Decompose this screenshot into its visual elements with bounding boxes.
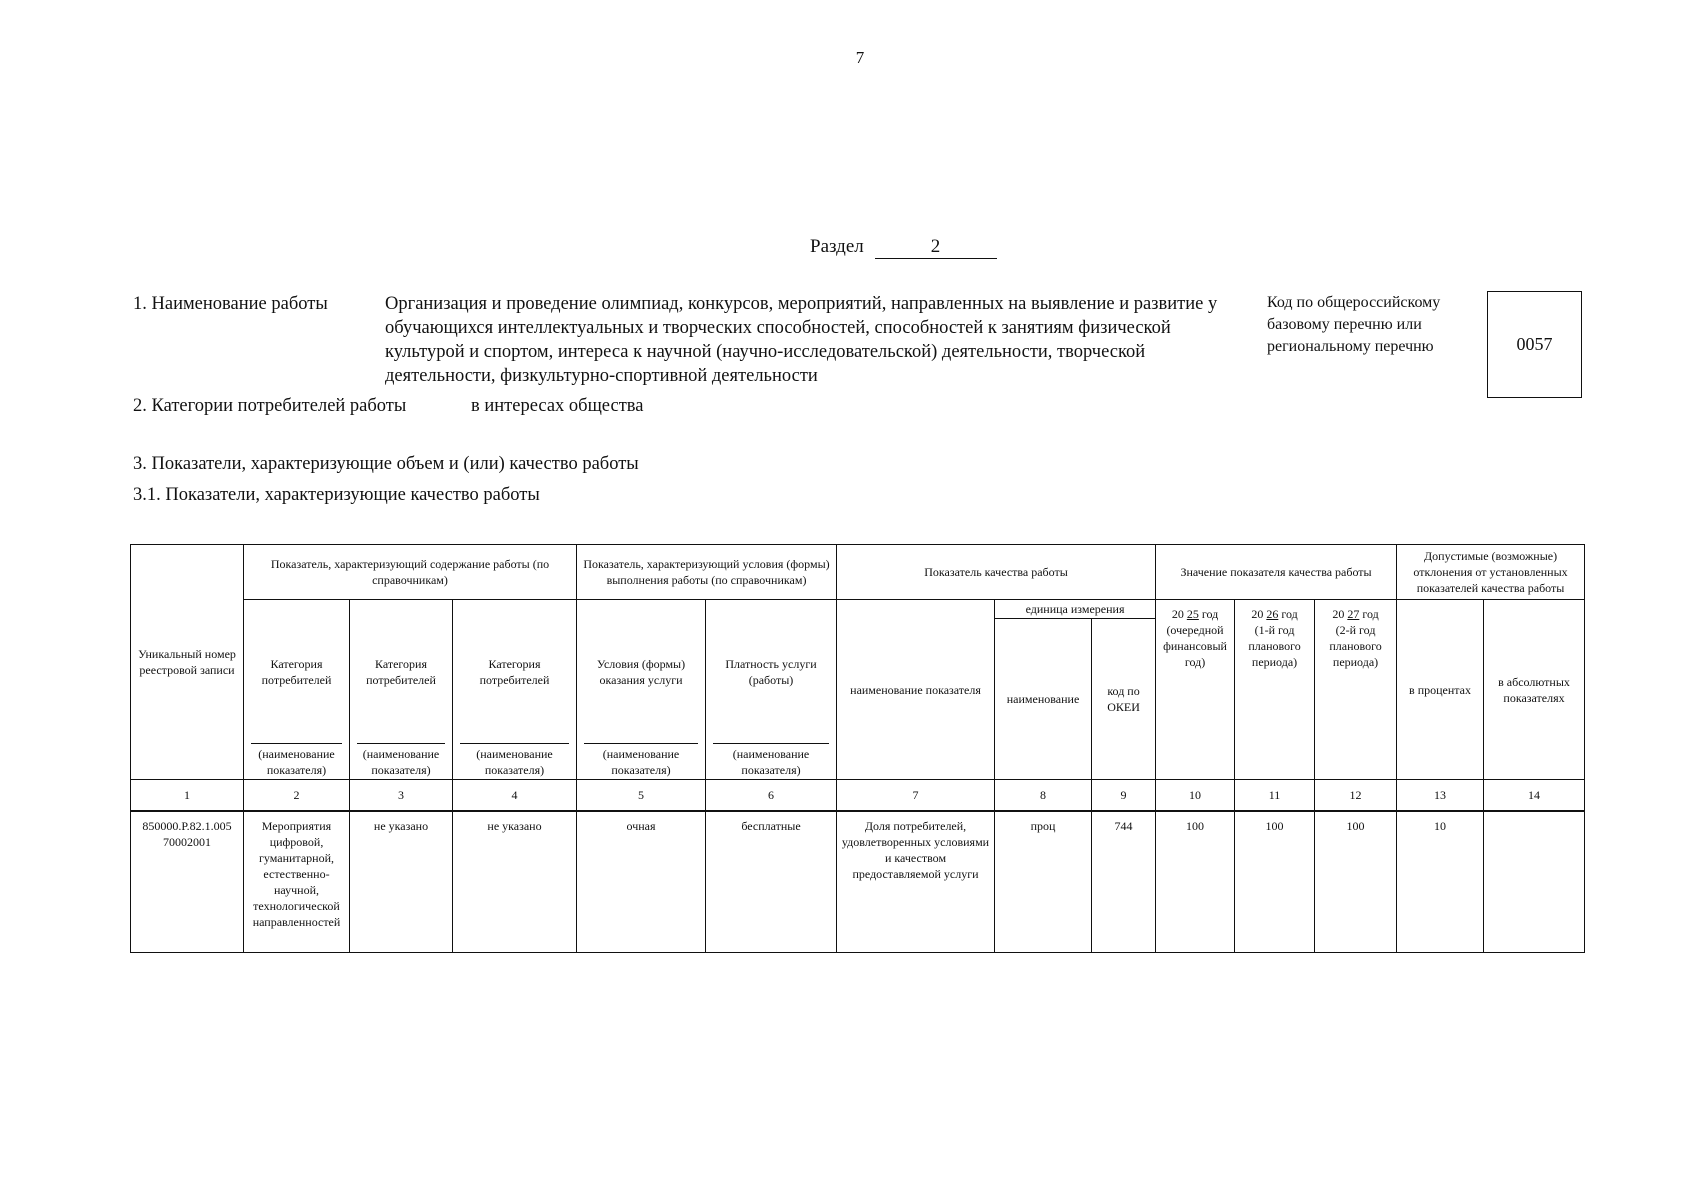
code-value: 0057: [1516, 334, 1553, 354]
code-label: Код по общероссийскому базовому перечню или региональному перечню: [1267, 294, 1441, 355]
cell-deviation-absolute: [1484, 811, 1585, 953]
header-deviation: Допустимые (возможные) отклонения от установленных показателей качества работы: [1397, 545, 1585, 600]
cell-unit-name: проц: [995, 811, 1092, 953]
cell-deviation-percent: 10: [1397, 811, 1484, 953]
col-num: 14: [1484, 780, 1585, 812]
indicators-heading: 3. Показатели, характеризующие объем и (или) качество работы: [133, 454, 639, 474]
col-num: 8: [995, 780, 1092, 812]
cell-category-2: не указано: [350, 811, 453, 953]
header-category-3-label: Категория потребителей: [479, 657, 550, 687]
header-quality-indicator: Показатель качества работы: [837, 545, 1156, 600]
year-3-value: 27: [1347, 607, 1360, 621]
header-indicator-name: наименование показателя: [837, 600, 995, 780]
work-name-value: Организация и проведение олимпиад, конкурсов, мероприятий, направленных на выявление и развитие у обучающихся интеллектуальных и творческих способностей, способностей к занятиям физической культурой и спортом, интереса к научной (научно-исследовательской) деятельности, творческой деятельности, физкультурно-спортивной деятельности: [385, 294, 1218, 386]
header-unique-number: Уникальный номер реестровой записи: [131, 545, 244, 780]
header-year-3: [1315, 600, 1397, 780]
col-num: 10: [1156, 780, 1235, 812]
consumer-category-value: в интересах общества: [471, 396, 644, 416]
col-num: 5: [577, 780, 706, 812]
col-num: 12: [1315, 780, 1397, 812]
quality-indicators-heading: 3.1. Показатели, характеризующие качество работы: [133, 485, 540, 505]
year-2-value: 26: [1266, 607, 1279, 621]
quality-indicators-table: [130, 544, 1585, 953]
header-category-1: [244, 600, 350, 780]
work-name-label: 1. Наименование работы: [133, 294, 328, 314]
code-box: [1487, 291, 1582, 398]
col-num: 2: [244, 780, 350, 812]
header-category-2-label: Категория потребителей: [366, 657, 436, 687]
header-category-2-sub: (наименование показателя): [357, 743, 445, 778]
section-number: 2: [875, 236, 997, 259]
header-year-2: [1235, 600, 1315, 780]
consumer-category-label: 2. Категории потребителей работы: [133, 396, 407, 416]
section-heading: [810, 236, 997, 259]
header-category-1-label: Категория потребителей: [261, 657, 332, 687]
col-num: 7: [837, 780, 995, 812]
table-row: [131, 811, 1585, 953]
cell-category-1: Мероприятия цифровой, гуманитарной, естественно-научной, технологической направленностей: [244, 811, 350, 953]
header-row-1: [131, 545, 1585, 600]
col-num: 13: [1397, 780, 1484, 812]
cell-conditions: очная: [577, 811, 706, 953]
header-absolute: в абсолютных показателях: [1484, 600, 1585, 780]
year-3-line: 20 27 год: [1332, 607, 1379, 621]
header-okei: код по ОКЕИ: [1092, 619, 1156, 780]
header-quality-value: Значение показателя качества работы: [1156, 545, 1397, 600]
header-category-3: [453, 600, 577, 780]
header-content-indicator: Показатель, характеризующий содержание работы (по справочникам): [244, 545, 577, 600]
header-payment-sub: (наименование показателя): [713, 743, 829, 778]
header-year-1: [1156, 600, 1235, 780]
cell-value-year-1: 100: [1156, 811, 1235, 953]
header-percent: в процентах: [1397, 600, 1484, 780]
header-unit: единица измерения: [995, 600, 1156, 619]
header-category-3-sub: (наименование показателя): [460, 743, 569, 778]
header-conditions-form-sub: (наименование показателя): [584, 743, 698, 778]
cell-payment: бесплатные: [706, 811, 837, 953]
cell-okei: 744: [1092, 811, 1156, 953]
col-num: 6: [706, 780, 837, 812]
header-category-1-sub: (наименование показателя): [251, 743, 342, 778]
col-num: 3: [350, 780, 453, 812]
col-num: 4: [453, 780, 577, 812]
cell-value-year-3: 100: [1315, 811, 1397, 953]
header-conditions-form: [577, 600, 706, 780]
header-category-2: [350, 600, 453, 780]
year-1-note: (очередной финансовый год): [1163, 623, 1227, 669]
cell-category-3: не указано: [453, 811, 577, 953]
cell-unique-number: 850000.Р.82.1.005 70002001: [131, 811, 244, 953]
year-1-line: 20 25 год: [1171, 607, 1219, 621]
header-conditions-indicator: Показатель, характеризующий условия (формы) выполнения работы (по справочникам): [577, 545, 837, 600]
year-3-note: (2-й год планового периода): [1329, 623, 1382, 669]
section-label: Раздел: [810, 236, 864, 257]
col-num: 11: [1235, 780, 1315, 812]
cell-value-year-2: 100: [1235, 811, 1315, 953]
header-unit-name: наименование: [995, 619, 1092, 780]
cell-indicator-name: Доля потребителей, удовлетворенных условиями и качеством предоставляемой услуги: [837, 811, 995, 953]
year-2-line: 20 26 год: [1251, 607, 1298, 621]
header-conditions-form-label: Условия (формы) оказания услуги: [596, 657, 686, 687]
column-numbers-row: [131, 780, 1585, 812]
col-num: 1: [131, 780, 244, 812]
header-payment: [706, 600, 837, 780]
header-payment-label: Платность услуги (работы): [725, 657, 817, 687]
page-number: 7: [855, 48, 865, 67]
col-num: 9: [1092, 780, 1156, 812]
year-2-note: (1-й год планового периода): [1248, 623, 1301, 669]
header-row-2: [131, 600, 1585, 619]
year-1-value: 25: [1186, 607, 1199, 621]
